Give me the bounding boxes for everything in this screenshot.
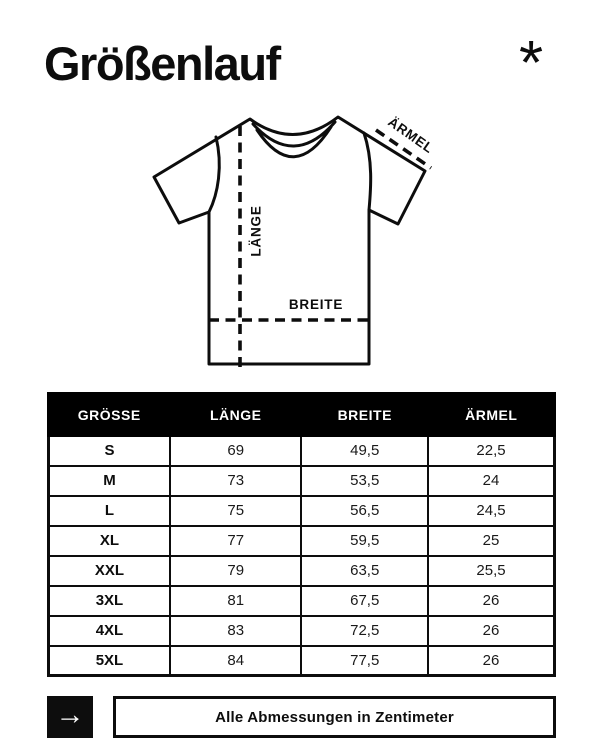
size-cell: XL [49,526,170,556]
size-cell: 3XL [49,586,170,616]
table-row [49,646,555,676]
breite-cell: 77,5 [301,646,428,676]
measurements-note-box [113,696,556,738]
laenge-cell: 84 [170,646,302,676]
aermel-cell: 24,5 [428,496,555,526]
aermel-cell: 22,5 [428,436,555,466]
breite-cell: 59,5 [301,526,428,556]
laenge-cell: 75 [170,496,302,526]
table-row [49,466,555,496]
header-aermel: ÄRMEL [428,394,555,436]
size-table [47,392,556,677]
tshirt-outline [154,117,425,364]
table-row [49,436,555,466]
header-groesse: GRÖSSE [49,394,170,436]
aermel-cell: 26 [428,616,555,646]
laenge-cell: 77 [170,526,302,556]
table-row [49,556,555,586]
breite-cell: 63,5 [301,556,428,586]
breite-cell: 72,5 [301,616,428,646]
breite-cell: 49,5 [301,436,428,466]
breite-cell: 67,5 [301,586,428,616]
size-cell: S [49,436,170,466]
laenge-cell: 73 [170,466,302,496]
width-label: BREITE [288,297,344,312]
laenge-cell: 81 [170,586,302,616]
header-breite: BREITE [301,394,428,436]
right-arrow-icon: → [55,698,85,731]
breite-cell: 53,5 [301,466,428,496]
asterisk-icon: * [519,29,544,98]
aermel-cell: 26 [428,646,555,676]
breite-cell: 56,5 [301,496,428,526]
size-cell: L [49,496,170,526]
length-label: LÄNGE [248,205,264,257]
size-cell: 5XL [49,646,170,676]
table-row [49,616,555,646]
size-cell: M [49,466,170,496]
aermel-cell: 26 [428,586,555,616]
size-cell: XXL [49,556,170,586]
aermel-cell: 25,5 [428,556,555,586]
next-arrow-button[interactable] [47,696,93,738]
table-row [49,526,555,556]
laenge-cell: 79 [170,556,302,586]
table-row [49,586,555,616]
aermel-cell: 24 [428,466,555,496]
page-title: Größenlauf [44,37,280,90]
laenge-cell: 83 [170,616,302,646]
table-header-row [49,394,555,436]
size-table-container [47,392,556,677]
sleeve-label: ÄRMEL [385,114,437,157]
table-row [49,496,555,526]
laenge-cell: 69 [170,436,302,466]
tshirt-diagram-svg [130,95,470,385]
size-cell: 4XL [49,616,170,646]
header-laenge: LÄNGE [170,394,302,436]
aermel-cell: 25 [428,526,555,556]
tshirt-measurement-diagram [130,95,470,385]
measurements-note-text: Alle Abmessungen in Zentimeter [215,708,454,726]
